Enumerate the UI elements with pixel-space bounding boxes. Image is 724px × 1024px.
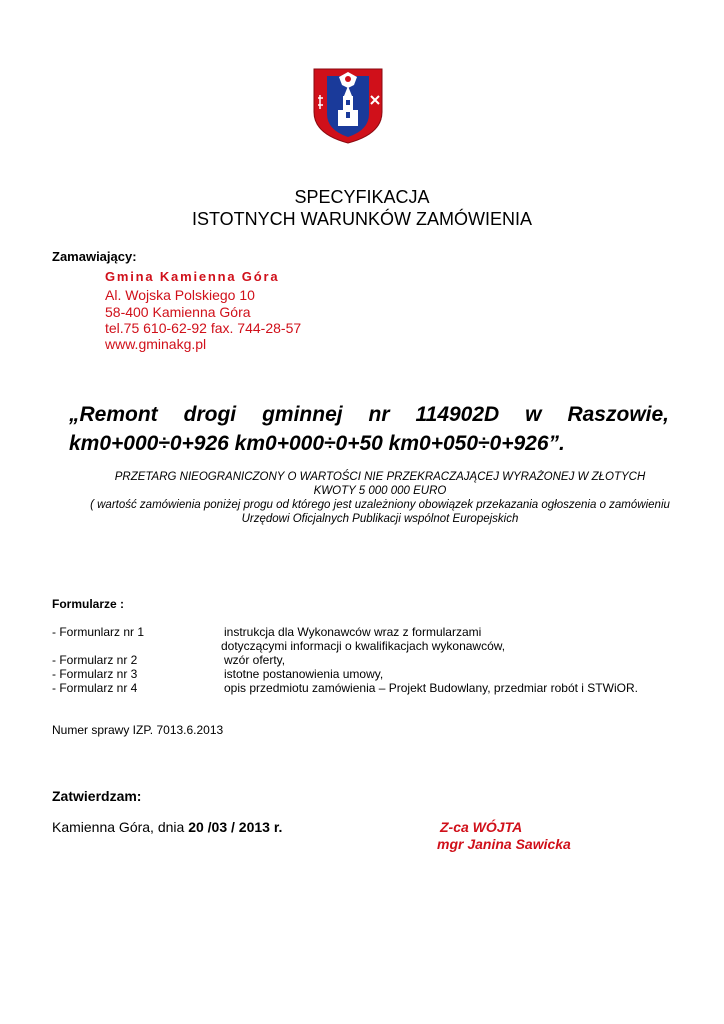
case-number: Numer sprawy IZP. 7013.6.2013 (52, 723, 224, 737)
ordering-party-phone: tel.75 610-62-92 fax. 744-28-57 (105, 320, 302, 336)
tender-note-line2: Urzędowi Oficjalnych Publikacji wspólnot Europejskich (241, 513, 519, 525)
signer-name: mgr Janina Sawicka (437, 836, 571, 852)
forms-label: Formularze : (52, 597, 125, 611)
ordering-party-name: Gmina Kamienna Góra (105, 269, 280, 284)
tender-type-line2: KWOTY 5 000 000 EURO (313, 485, 447, 497)
contract-subject-line2: km0+000÷0+926 km0+000÷0+50 km0+050÷0+926”. (69, 432, 565, 455)
form-desc-1: instrukcja dla Wykonawców wraz z formularzami (224, 625, 482, 639)
place-date-prefix: Kamienna Góra, dnia (52, 819, 189, 835)
form-name-4: - Formularz nr 4 (52, 681, 138, 695)
ordering-party-label: Zamawiający: (52, 249, 137, 264)
form-name-2: - Formularz nr 2 (52, 653, 138, 667)
form-desc-3: istotne postanowienia umowy, (224, 667, 384, 681)
place-and-date (52, 819, 282, 835)
coat-of-arms-icon (313, 68, 383, 144)
document-title-line2: ISTOTNYCH WARUNKÓW ZAMÓWIENIA (192, 209, 532, 229)
signer-title: Z-ca WÓJTA (440, 819, 523, 835)
ordering-party-website[interactable]: www.gminakg.pl (105, 336, 207, 352)
document-title-line1: SPECYFIKACJA (294, 187, 430, 207)
form-desc-2: wzór oferty, (224, 653, 286, 667)
date-value: 20 /03 / 2013 r. (188, 819, 283, 835)
approval-label: Zatwierdzam: (52, 788, 142, 804)
form-desc-4: opis przedmiotu zamówienia – Projekt Budowlany, przedmiar robót i STWiOR. (224, 681, 638, 695)
form-name-1: - Formunlarz nr 1 (52, 625, 145, 639)
contract-subject-line1: „Remont drogi gminnej nr 114902D w Raszowie, (69, 403, 669, 426)
ordering-party-street: Al. Wojska Polskiego 10 (105, 287, 255, 303)
tender-note-line1: ( wartość zamówienia poniżej progu od którego jest uzależniony obowiązek przekazania ogłoszenia o zamówieniu (90, 499, 670, 511)
contract-subject (69, 400, 669, 458)
form-name-3: - Formularz nr 3 (52, 667, 138, 681)
ordering-party-city: 58-400 Kamienna Góra (105, 304, 251, 320)
form-desc-1-cont: dotyczącymi informacji o kwalifikacjach wykonawców, (221, 639, 506, 653)
tender-type-line1: PRZETARG NIEOGRANICZONY O WARTOŚCI NIE PRZEKRACZAJĄCEJ WYRAŻONEJ W ZŁOTYCH (114, 471, 646, 483)
